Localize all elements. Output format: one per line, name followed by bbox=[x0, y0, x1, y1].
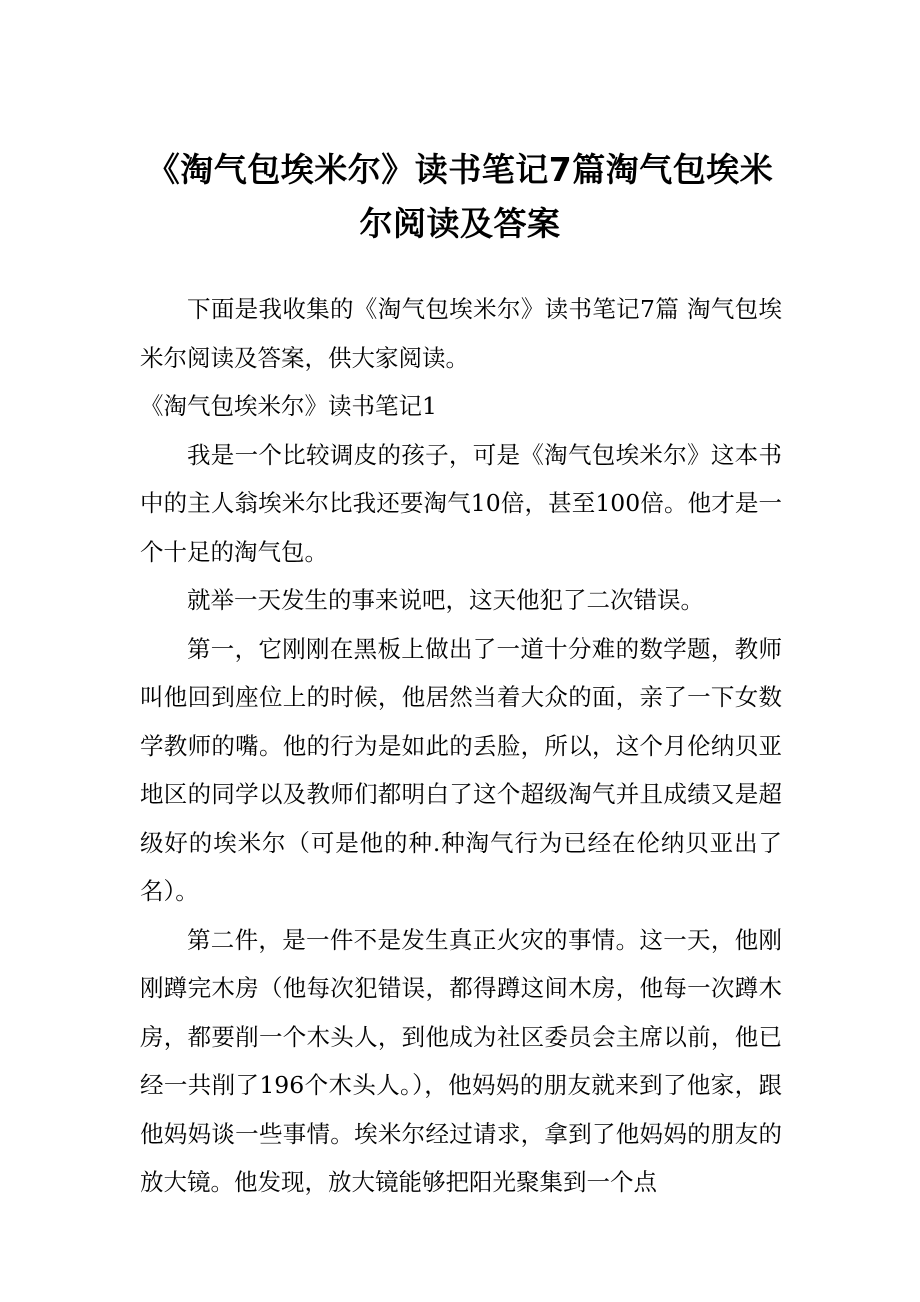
document-title: 《淘气包埃米尔》读书笔记7篇淘气包埃米尔阅读及答案 bbox=[146, 150, 774, 243]
body-paragraph: 我是一个比较调皮的孩子，可是《淘气包埃米尔》这本书中的主人翁埃米尔比我还要淘气10倍，甚至100倍。他才是一个十足的淘气包。 bbox=[140, 440, 782, 566]
document-body bbox=[140, 285, 782, 1207]
body-paragraph: 第二件，是一件不是发生真正火灾的事情。这一天，他刚刚蹲完木房（他每次犯错误，都得蹲这间木房，他每一次蹲木房，都要削一个木头人，到他成为社区委员会主席以前，他已经一共削了196个木头人。），他妈妈的朋友就来到了他家，跟他妈妈谈一些事情。埃米尔经过请求，拿到了他妈妈的朋友的放大镜。他发现，放大镜能够把阳光聚集到一个点 bbox=[140, 925, 782, 1196]
section-heading: 《淘气包埃米尔》读书笔记1 bbox=[140, 392, 437, 420]
intro-paragraph: 下面是我收集的《淘气包埃米尔》读书笔记7篇 淘气包埃米尔阅读及答案，供大家阅读。 bbox=[140, 295, 782, 372]
body-paragraph: 第一，它刚刚在黑板上做出了一道十分难的数学题，教师叫他回到座位上的时候，他居然当着大众的面，亲了一下女数学教师的嘴。他的行为是如此的丢脸，所以，这个月伦纳贝亚地区的同学以及教师们都明白了这个超级淘气并且成绩又是超级好的埃米尔（可是他的种.种淘气行为已经在伦纳贝亚出了名）。 bbox=[140, 634, 782, 905]
body-paragraph: 就举一天发生的事来说吧，这天他犯了二次错误。 bbox=[187, 586, 704, 614]
